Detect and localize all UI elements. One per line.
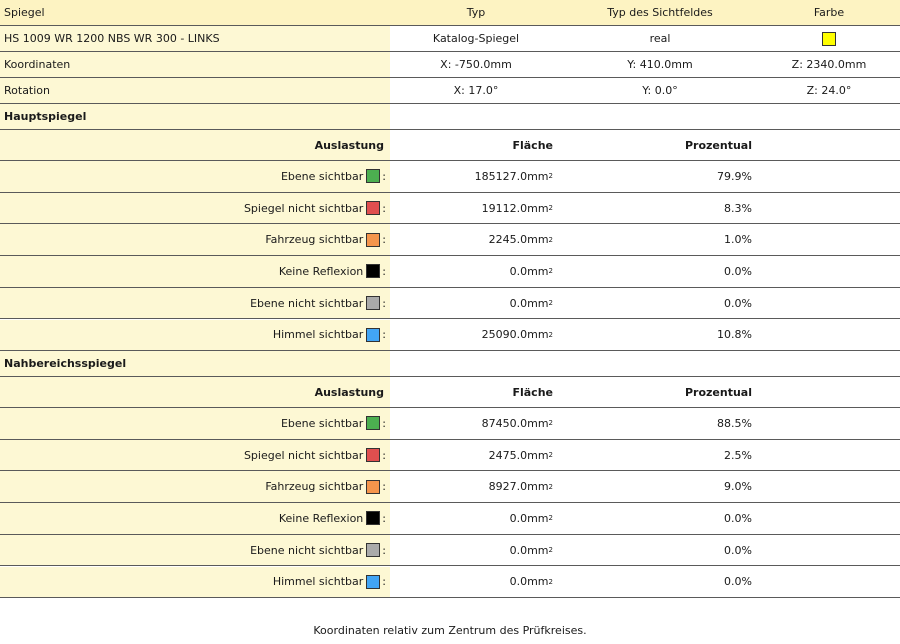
auslastung-row [0,224,900,256]
header-typ-sichtfeld: Typ des Sichtfeldes [607,6,713,19]
col-auslastung: Auslastung [0,377,390,407]
auslastung-row [0,535,900,567]
auslastung-row [0,161,900,193]
auslastung-label-cell [0,256,390,287]
legend-color-swatch [366,511,380,525]
rotation-x: X: 17.0° [453,84,499,97]
flaeche-value: 19112.0mm 2 [481,201,553,215]
flaeche-number: 0.0mm [509,511,549,525]
colon: : [382,448,386,462]
prozent-value: 0.0% [724,264,752,278]
auslastung-label-cell [0,320,390,351]
auslastung-label: Himmel sichtbar [272,328,364,342]
flaeche-number: 2245.0mm [488,233,549,247]
koordinaten-z: Z: 2340.0mm [791,58,867,71]
flaeche-value: 2245.0mm 2 [488,233,553,247]
col-flaeche: Fläche [512,385,553,399]
section-title: Hauptspiegel [0,104,390,129]
auslastung-label: Fahrzeug sichtbar [265,480,364,494]
colon: : [382,543,386,557]
header-typ: Typ [466,6,486,19]
flaeche-value: 0.0mm 2 [509,296,553,310]
auslastung-label-cell [0,440,390,471]
auslastung-label-cell [0,503,390,534]
flaeche-number: 0.0mm [509,264,549,278]
mirror-name: HS 1009 WR 1200 NBS WR 300 - LINKS [0,26,390,51]
section-column-header-row [0,377,900,408]
flaeche-value: 0.0mm 2 [509,575,553,589]
auslastung-row [0,193,900,225]
colon: : [382,201,386,215]
col-auslastung: Auslastung [0,130,390,160]
rotation-z: Z: 24.0° [806,84,852,97]
auslastung-label: Ebene sichtbar [280,416,364,430]
colon: : [382,480,386,494]
auslastung-label-cell [0,161,390,192]
table-header-row [0,0,900,26]
legend-color-swatch [366,233,380,247]
auslastung-label: Spiegel nicht sichtbar [243,448,364,462]
koordinaten-row [0,52,900,78]
section-title: Nahbereichsspiegel [0,351,390,376]
prozent-value: 2.5% [724,448,752,462]
auslastung-label: Ebene nicht sichtbar [250,543,364,557]
flaeche-number: 8927.0mm [488,480,549,494]
auslastung-label-cell [0,224,390,255]
auslastung-row [0,471,900,503]
rotation-row [0,78,900,104]
flaeche-number: 0.0mm [509,543,549,557]
footer-note: Koordinaten relativ zum Zentrum des Prüfkreises. [313,623,587,637]
koordinaten-label: Koordinaten [0,52,390,77]
auslastung-row [0,503,900,535]
flaeche-number: 25090.0mm [481,328,549,342]
prozent-value: 8.3% [724,201,752,215]
auslastung-row [0,567,900,599]
flaeche-value: 2475.0mm 2 [488,448,553,462]
colon: : [382,296,386,310]
flaeche-value: 25090.0mm 2 [481,328,553,342]
koordinaten-x: X: -750.0mm [440,58,512,71]
col-prozentual: Prozentual [684,385,752,399]
legend-color-swatch [366,480,380,494]
header-farbe: Farbe [813,6,845,19]
auslastung-label-cell [0,288,390,319]
auslastung-label: Spiegel nicht sichtbar [243,201,364,215]
legend-color-swatch [366,264,380,278]
flaeche-value: 87450.0mm 2 [481,416,553,430]
legend-color-swatch [366,169,380,183]
auslastung-label: Ebene sichtbar [280,169,364,183]
legend-color-swatch [366,575,380,589]
flaeche-number: 0.0mm [509,296,549,310]
header-spiegel: Spiegel [4,6,45,19]
colon: : [382,328,386,342]
prozent-value: 0.0% [724,543,752,557]
auslastung-label-cell [0,408,390,439]
rotation-y: Y: 0.0° [642,84,678,97]
flaeche-number: 2475.0mm [488,448,549,462]
auslastung-label: Keine Reflexion [278,511,364,525]
flaeche-value: 8927.0mm 2 [488,480,553,494]
auslastung-row [0,320,900,352]
colon: : [382,575,386,589]
auslastung-label: Ebene nicht sichtbar [250,296,364,310]
colon: : [382,416,386,430]
section-title-row [0,351,900,377]
auslastung-label: Himmel sichtbar [272,575,364,589]
flaeche-value: 0.0mm 2 [509,543,553,557]
flaeche-value: 0.0mm 2 [509,511,553,525]
auslastung-label: Keine Reflexion [278,264,364,278]
legend-color-swatch [366,448,380,462]
legend-color-swatch [366,296,380,310]
flaeche-value: 0.0mm 2 [509,264,553,278]
legend-color-swatch [366,328,380,342]
prozent-value: 9.0% [724,480,752,494]
auslastung-label: Fahrzeug sichtbar [265,233,364,247]
colon: : [382,511,386,525]
prozent-value: 10.8% [717,328,752,342]
prozent-value: 88.5% [717,416,752,430]
col-flaeche: Fläche [512,138,553,152]
auslastung-label-cell [0,535,390,566]
mirror-sichtfeld: real [649,32,671,45]
rotation-label: Rotation [0,78,390,103]
flaeche-number: 0.0mm [509,575,549,589]
koordinaten-y: Y: 410.0mm [627,58,693,71]
auslastung-row [0,256,900,288]
legend-color-swatch [366,543,380,557]
flaeche-value: 185127.0mm 2 [474,169,553,183]
prozent-value: 79.9% [717,169,752,183]
prozent-value: 0.0% [724,575,752,589]
auslastung-row [0,440,900,472]
prozent-value: 1.0% [724,233,752,247]
auslastung-label-cell [0,567,390,598]
section-title-row [0,104,900,130]
col-prozentual: Prozentual [684,138,752,152]
legend-color-swatch [366,416,380,430]
mirror-typ: Katalog-Spiegel [432,32,520,45]
colon: : [382,169,386,183]
flaeche-number: 87450.0mm [481,416,549,430]
auslastung-row [0,288,900,320]
colon: : [382,264,386,278]
mirror-color-swatch [822,32,836,46]
mirror-info-row [0,26,900,52]
mirror-farbe-cell [758,26,900,51]
prozent-value: 0.0% [724,296,752,310]
flaeche-number: 185127.0mm [474,169,549,183]
section-column-header-row [0,130,900,161]
legend-color-swatch [366,201,380,215]
prozent-value: 0.0% [724,511,752,525]
colon: : [382,233,386,247]
auslastung-label-cell [0,193,390,224]
flaeche-number: 19112.0mm [481,201,549,215]
auslastung-row [0,408,900,440]
auslastung-label-cell [0,471,390,502]
